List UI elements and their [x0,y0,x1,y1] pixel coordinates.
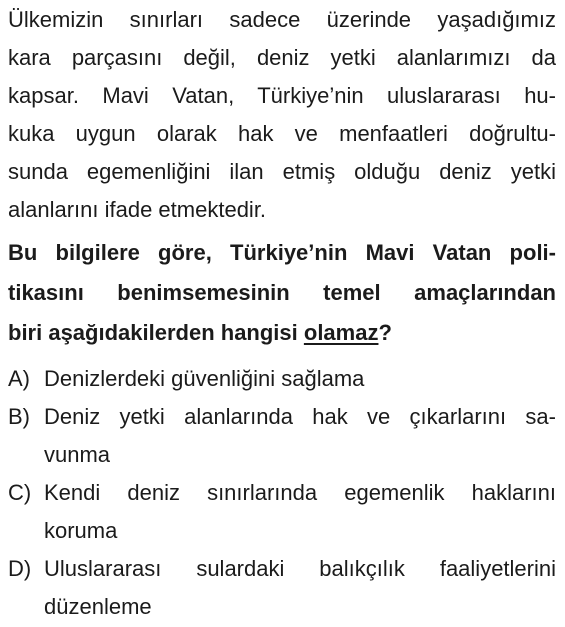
question-line: tikasını benimsemesinin temel amaçlarından [8,280,556,305]
passage-line: kara parçasını değil, deniz yetki alanlarımızı da [8,45,556,70]
option-text: vunma [44,442,111,467]
option-text: düzenleme [44,594,152,619]
option-text: koruma [44,518,118,543]
option-letter: C) [8,480,32,505]
option-text: Uluslararası sulardaki balıkçılık faaliyetlerini [44,556,556,581]
option-letter: A) [8,366,30,391]
question-mark: ? [378,320,392,345]
passage-line: Ülkemizin sınırları sadece üzerinde yaşadığımız [8,7,556,32]
option-letter: D) [8,556,32,581]
passage-line: sunda egemenliğini ilan etmiş olduğu deniz yetki [8,159,556,184]
question-line [8,320,556,346]
passage-line: alanlarını ifade etmektedir. [8,197,267,222]
question-negative-keyword: olamaz [303,320,379,345]
option-text: Denizlerdeki güvenliğini sağlama [44,366,365,391]
option-letter: B) [8,404,30,429]
option-text: Deniz yetki alanlarında hak ve çıkarlarını sa- [44,404,556,429]
question-line: Bu bilgilere göre, Türkiye’nin Mavi Vatan poli- [8,240,556,265]
option-text: Kendi deniz sınırlarında egemenlik haklarını [44,480,556,505]
question-text: biri aşağıdakilerden hangisi [8,320,304,345]
passage-line: kuka uygun olarak hak ve menfaatleri doğrultu- [8,121,556,146]
passage-line: kapsar. Mavi Vatan, Türkiye’nin uluslararası hu- [8,83,556,108]
